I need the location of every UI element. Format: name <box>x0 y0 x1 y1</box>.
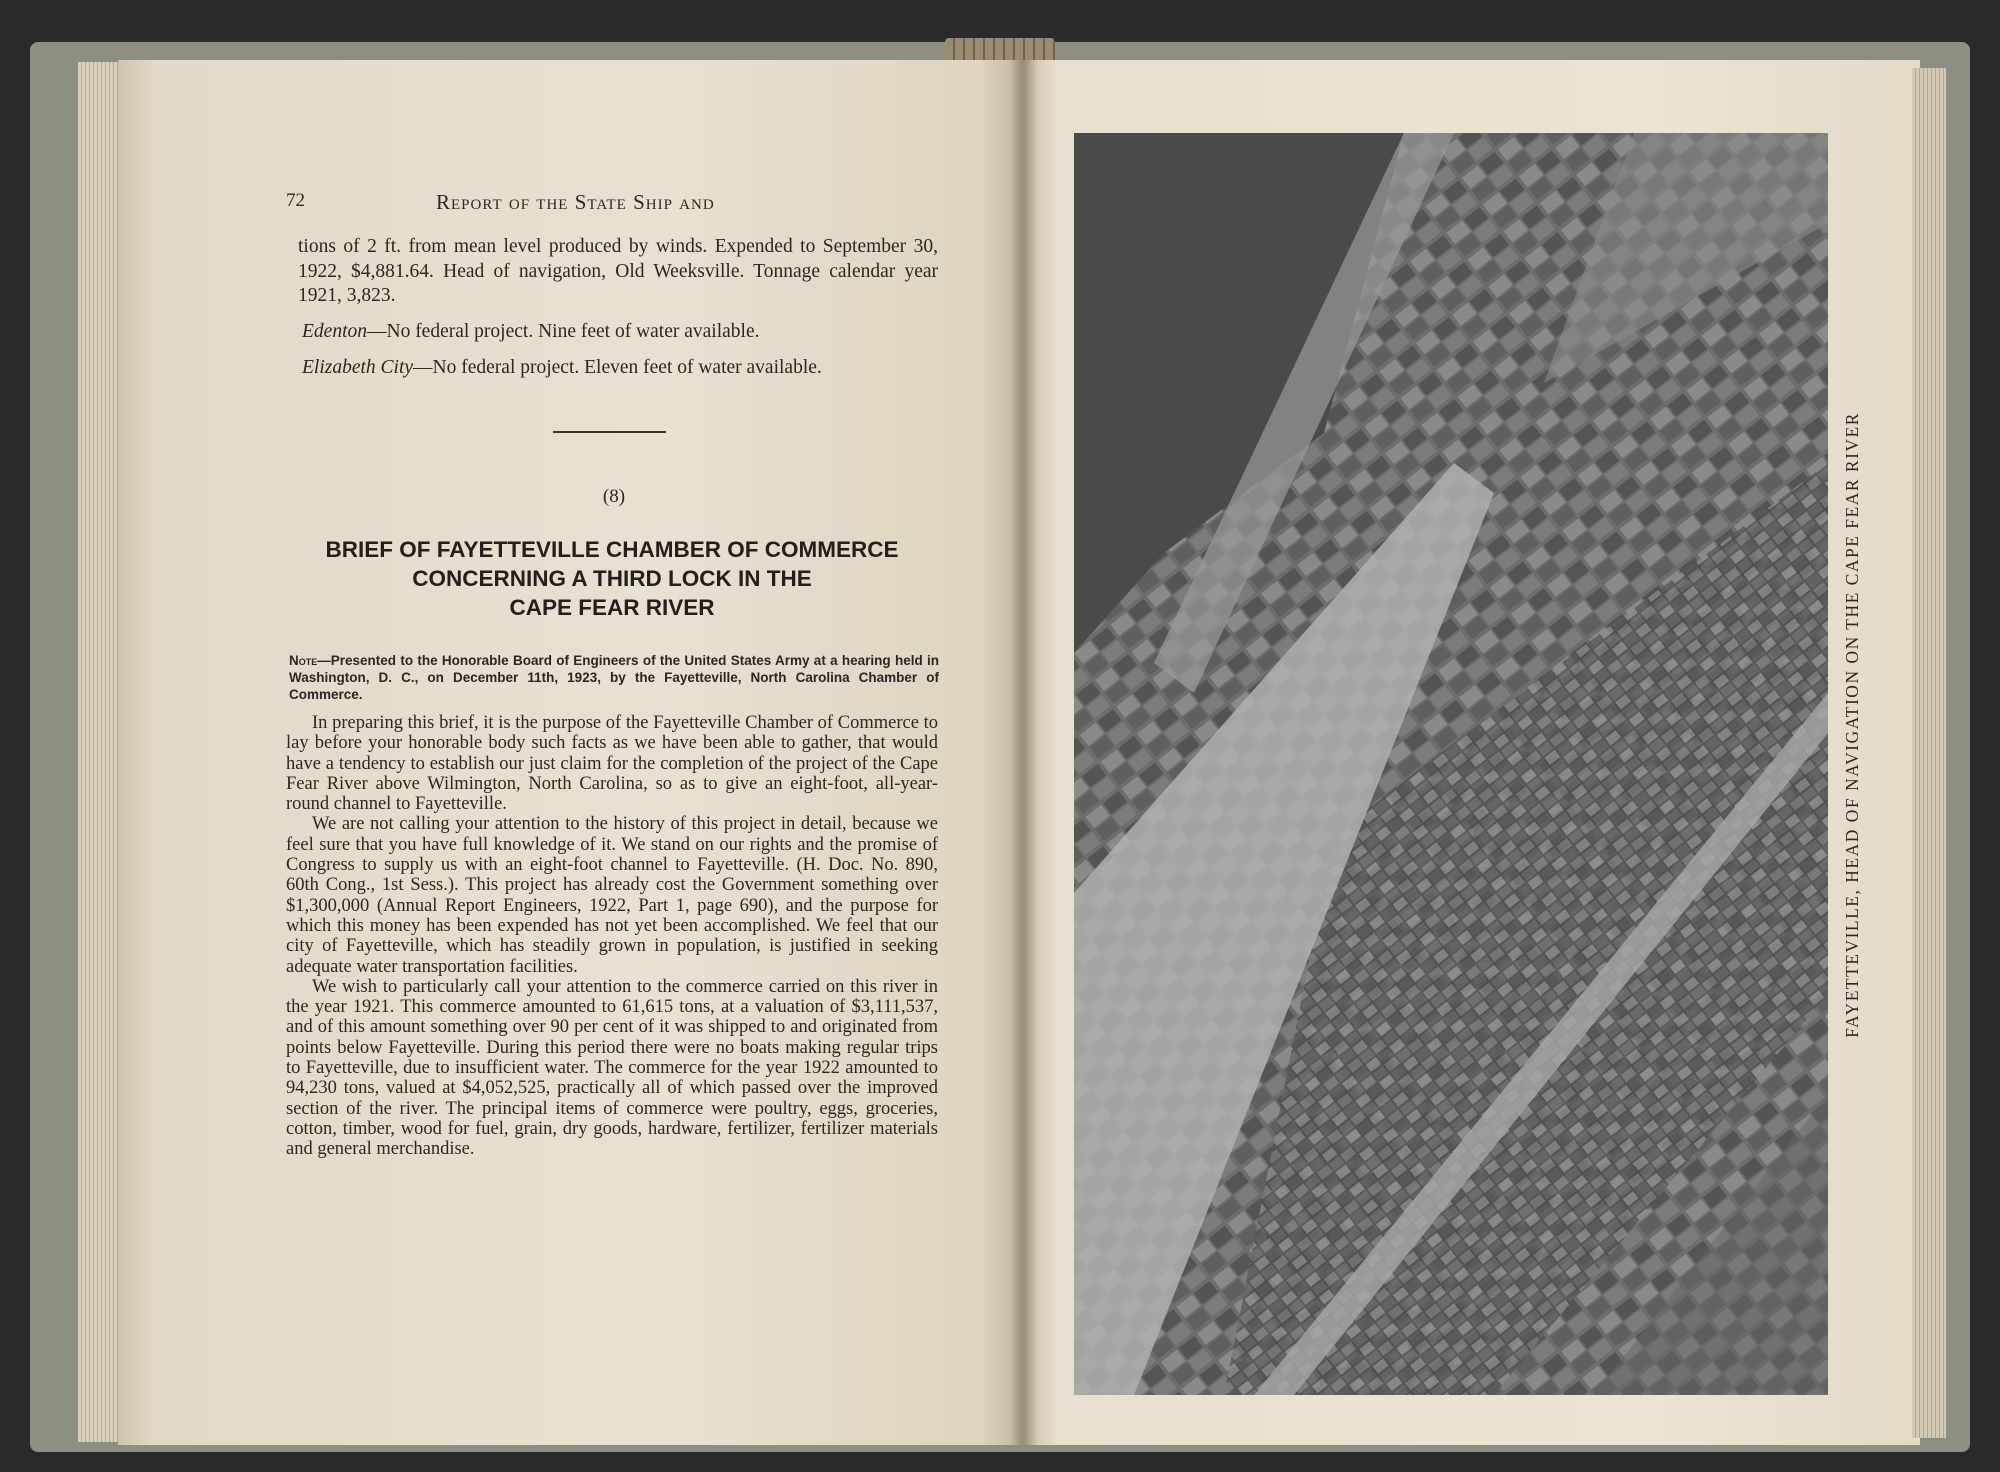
right-page-edges <box>1912 68 1946 1438</box>
heading-line-1: BRIEF OF FAYETTEVILLE CHAMBER OF COMMERCE <box>325 537 899 562</box>
running-head-title: Report of the State Ship and <box>436 190 715 214</box>
note-text: —Presented to the Honorable Board of Engineers of the United States Army at a hearing held in Washington, D. C., on December 11th, 1923, by the Fayetteville, North Carolina Chamber of Commerce. <box>289 653 939 702</box>
elizabeth-city-line <box>302 357 942 379</box>
body-paragraph-1: In preparing this brief, it is the purpose of the Fayetteville Chamber of Commerce to lay before your honorable body such facts as we have been able to gather, that would have a tendency to establish our just claim for the completion of the project of the Cape Fear River above Wilmington, North Carolina, so as to give an eight-foot, all-year-round channel to Fayetteville. <box>286 713 938 815</box>
edenton-text: —No federal project. Nine feet of water available. <box>366 321 760 342</box>
body-paragraph-2: We are not calling your attention to the history of this project in detail, because we feel sure that you have full knowledge of it. We stand on our rights and the promise of Congress to supply us with an eight-foot channel to Fayetteville. (H. Doc. No. 890, 60th Cong., 1st Sess.). This project has already cost the Government something over $1,300,000 (Annual Report Engineers, 1922, Part 1, page 690), and the purpose for which this money has been expended has not yet been accomplished. We feel that our city of Fayetteville, which has steadily grown in population, is justified in seeking adequate water transportation facilities. <box>286 814 938 977</box>
running-header <box>286 190 922 220</box>
elizabeth-city-label: Elizabeth City <box>302 357 414 378</box>
aerial-city-image <box>1074 133 1828 1395</box>
edenton-line <box>302 321 942 343</box>
elizabeth-city-text: —No federal project. Eleven feet of water available. <box>413 357 822 378</box>
photo-caption: FAYETTEVILLE, HEAD OF NAVIGATION ON THE CAPE FEAR RIVER <box>1842 412 1862 1038</box>
section-divider <box>553 431 666 433</box>
page-number: 72 <box>286 190 305 211</box>
opening-paragraph: tions of 2 ft. from mean level produced by winds. Expended to September 30, 1922, $4,881.64. Head of navigation, Old Weeksville. Tonnage calendar year 1921, 3,823. <box>298 236 938 306</box>
brief-body <box>286 713 938 1160</box>
heading-line-2: CONCERNING A THIRD LOCK IN THE <box>412 566 812 591</box>
aerial-photograph <box>1074 133 1828 1395</box>
heading-line-3: CAPE FEAR RIVER <box>509 595 715 620</box>
note-label: Note <box>289 653 318 668</box>
section-heading <box>286 535 938 622</box>
edenton-label: Edenton <box>302 321 367 342</box>
body-paragraph-3: We wish to particularly call your attention to the commerce carried on this river in the year 1921. This commerce amounted to 61,615 tons, at a valuation of $3,111,537, and of this amount something over 90 per cent of it was shipped to and originated from points below Fayetteville. During this period there were no boats making regular trips to Fayetteville, due to insufficient water. The commerce for the year 1922 amounted to 94,230 tons, valued at $4,052,525, practically all of which passed over the improved section of the river. The principal items of commerce were poultry, eggs, groceries, cotton, timber, wood for fuel, grain, dry goods, hardware, fertilizer, fertilizer materials and general merchandise. <box>286 976 938 1160</box>
book-gutter <box>1010 60 1038 1445</box>
left-page-edges <box>78 62 122 1442</box>
note-block <box>289 652 939 703</box>
section-number: (8) <box>602 486 626 507</box>
